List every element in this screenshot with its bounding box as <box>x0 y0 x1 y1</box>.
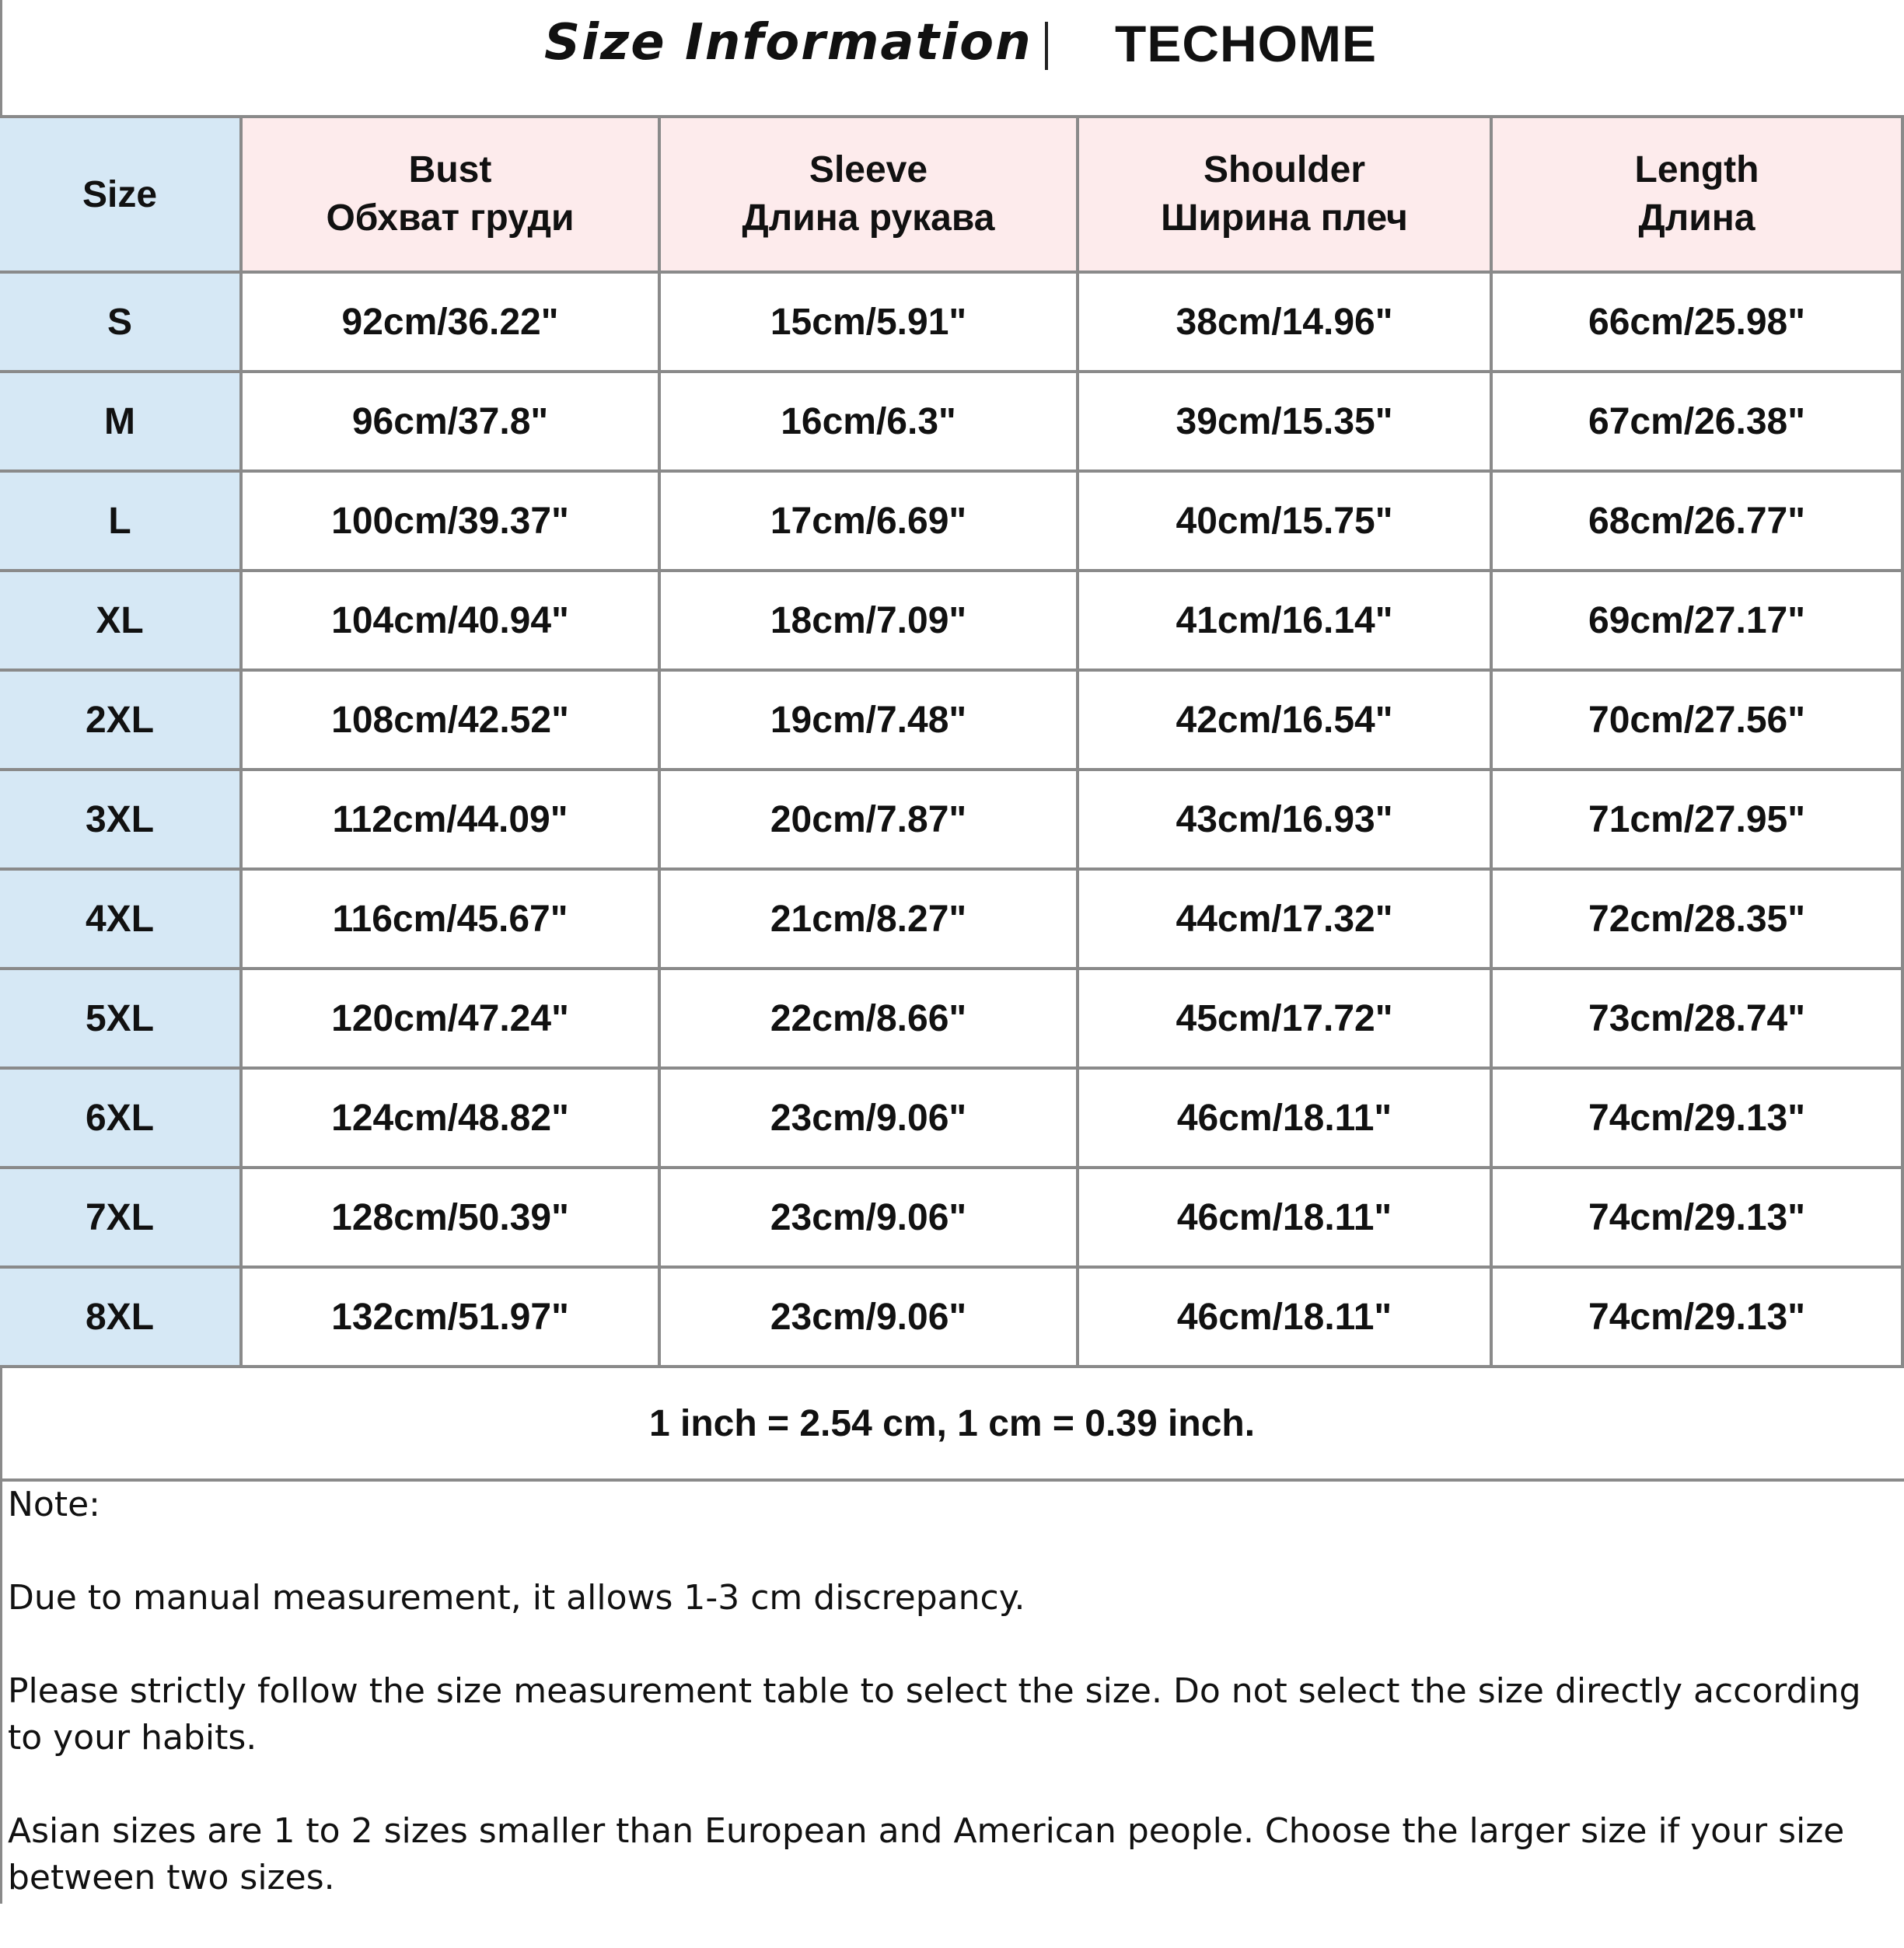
bust-value: 132cm/51.97" <box>243 1269 661 1368</box>
size-label: 3XL <box>0 771 243 871</box>
shoulder-value: 42cm/16.54" <box>1079 672 1493 771</box>
shoulder-value: 46cm/18.11" <box>1079 1269 1493 1368</box>
header-label-en: Length <box>1634 149 1759 190</box>
shoulder-value: 46cm/18.11" <box>1079 1070 1493 1169</box>
shoulder-value: 40cm/15.75" <box>1079 473 1493 572</box>
bust-value: 92cm/36.22" <box>243 274 661 373</box>
bust-value: 96cm/37.8" <box>243 373 661 473</box>
size-label: 8XL <box>0 1269 243 1368</box>
shoulder-value: 38cm/14.96" <box>1079 274 1493 373</box>
shoulder-value: 45cm/17.72" <box>1079 970 1493 1070</box>
sleeve-value: 18cm/7.09" <box>661 572 1079 672</box>
brand-name: TECHOME <box>1115 15 1377 72</box>
header-label-ru: Обхват груди <box>326 197 575 239</box>
shoulder-value: 41cm/16.14" <box>1079 572 1493 672</box>
shoulder-value: 39cm/15.35" <box>1079 373 1493 473</box>
notes-heading: Note: <box>8 1485 100 1524</box>
header-label-ru: Ширина плеч <box>1161 197 1408 239</box>
page-title: Size Information <box>544 14 1032 72</box>
sleeve-value: 21cm/8.27" <box>661 871 1079 970</box>
length-value: 70cm/27.56" <box>1493 672 1904 771</box>
sleeve-value: 19cm/7.48" <box>661 672 1079 771</box>
note-paragraph: Due to manual measurement, it allows 1-3 cm discrepancy. <box>8 1578 1025 1618</box>
sleeve-value: 22cm/8.66" <box>661 970 1079 1070</box>
bust-value: 108cm/42.52" <box>243 672 661 771</box>
notes-section <box>8 1482 1897 1948</box>
header-label-en: Shoulder <box>1203 149 1365 190</box>
length-value: 71cm/27.95" <box>1493 771 1904 871</box>
length-value: 69cm/27.17" <box>1493 572 1904 672</box>
size-label: M <box>0 373 243 473</box>
title-separator <box>1045 22 1048 70</box>
sleeve-value: 23cm/9.06" <box>661 1169 1079 1269</box>
length-value: 72cm/28.35" <box>1493 871 1904 970</box>
bust-value: 100cm/39.37" <box>243 473 661 572</box>
header-label-en: Sleeve <box>809 149 928 190</box>
length-value: 74cm/29.13" <box>1493 1070 1904 1169</box>
bust-value: 124cm/48.82" <box>243 1070 661 1169</box>
sleeve-value: 20cm/7.87" <box>661 771 1079 871</box>
header-length <box>1493 115 1904 274</box>
length-value: 73cm/28.74" <box>1493 970 1904 1070</box>
header-shoulder <box>1079 115 1493 274</box>
note-paragraph: Please strictly follow the size measurement table to select the size. Do not select the size directly according to your habits. <box>8 1671 1861 1758</box>
length-value: 74cm/29.13" <box>1493 1169 1904 1269</box>
sleeve-value: 23cm/9.06" <box>661 1070 1079 1169</box>
size-label: XL <box>0 572 243 672</box>
size-label: S <box>0 274 243 373</box>
title-bar <box>0 0 1904 117</box>
header-bust <box>243 115 661 274</box>
shoulder-value: 46cm/18.11" <box>1079 1169 1493 1269</box>
sleeve-value: 17cm/6.69" <box>661 473 1079 572</box>
sleeve-value: 15cm/5.91" <box>661 274 1079 373</box>
header-label-ru: Длина рукава <box>742 197 995 239</box>
length-value: 67cm/26.38" <box>1493 373 1904 473</box>
size-label: L <box>0 473 243 572</box>
length-value: 74cm/29.13" <box>1493 1269 1904 1368</box>
header-label-ru: Длина <box>1638 197 1756 239</box>
note-paragraph: Asian sizes are 1 to 2 sizes smaller than European and American people. Choose the larger size if your size between two sizes. <box>8 1811 1845 1897</box>
bust-value: 120cm/47.24" <box>243 970 661 1070</box>
unit-conversion: 1 inch = 2.54 cm, 1 cm = 0.39 inch. <box>0 1368 1904 1482</box>
header-sleeve <box>661 115 1079 274</box>
size-label: 7XL <box>0 1169 243 1269</box>
bust-value: 128cm/50.39" <box>243 1169 661 1269</box>
bust-value: 116cm/45.67" <box>243 871 661 970</box>
header-label-en: Bust <box>408 149 492 190</box>
size-label: 6XL <box>0 1070 243 1169</box>
bust-value: 112cm/44.09" <box>243 771 661 871</box>
length-value: 66cm/25.98" <box>1493 274 1904 373</box>
bust-value: 104cm/40.94" <box>243 572 661 672</box>
size-label: 4XL <box>0 871 243 970</box>
shoulder-value: 44cm/17.32" <box>1079 871 1493 970</box>
header-size: Size <box>0 115 243 274</box>
sleeve-value: 23cm/9.06" <box>661 1269 1079 1368</box>
size-label: 5XL <box>0 970 243 1070</box>
length-value: 68cm/26.77" <box>1493 473 1904 572</box>
size-label: 2XL <box>0 672 243 771</box>
sleeve-value: 16cm/6.3" <box>661 373 1079 473</box>
shoulder-value: 43cm/16.93" <box>1079 771 1493 871</box>
